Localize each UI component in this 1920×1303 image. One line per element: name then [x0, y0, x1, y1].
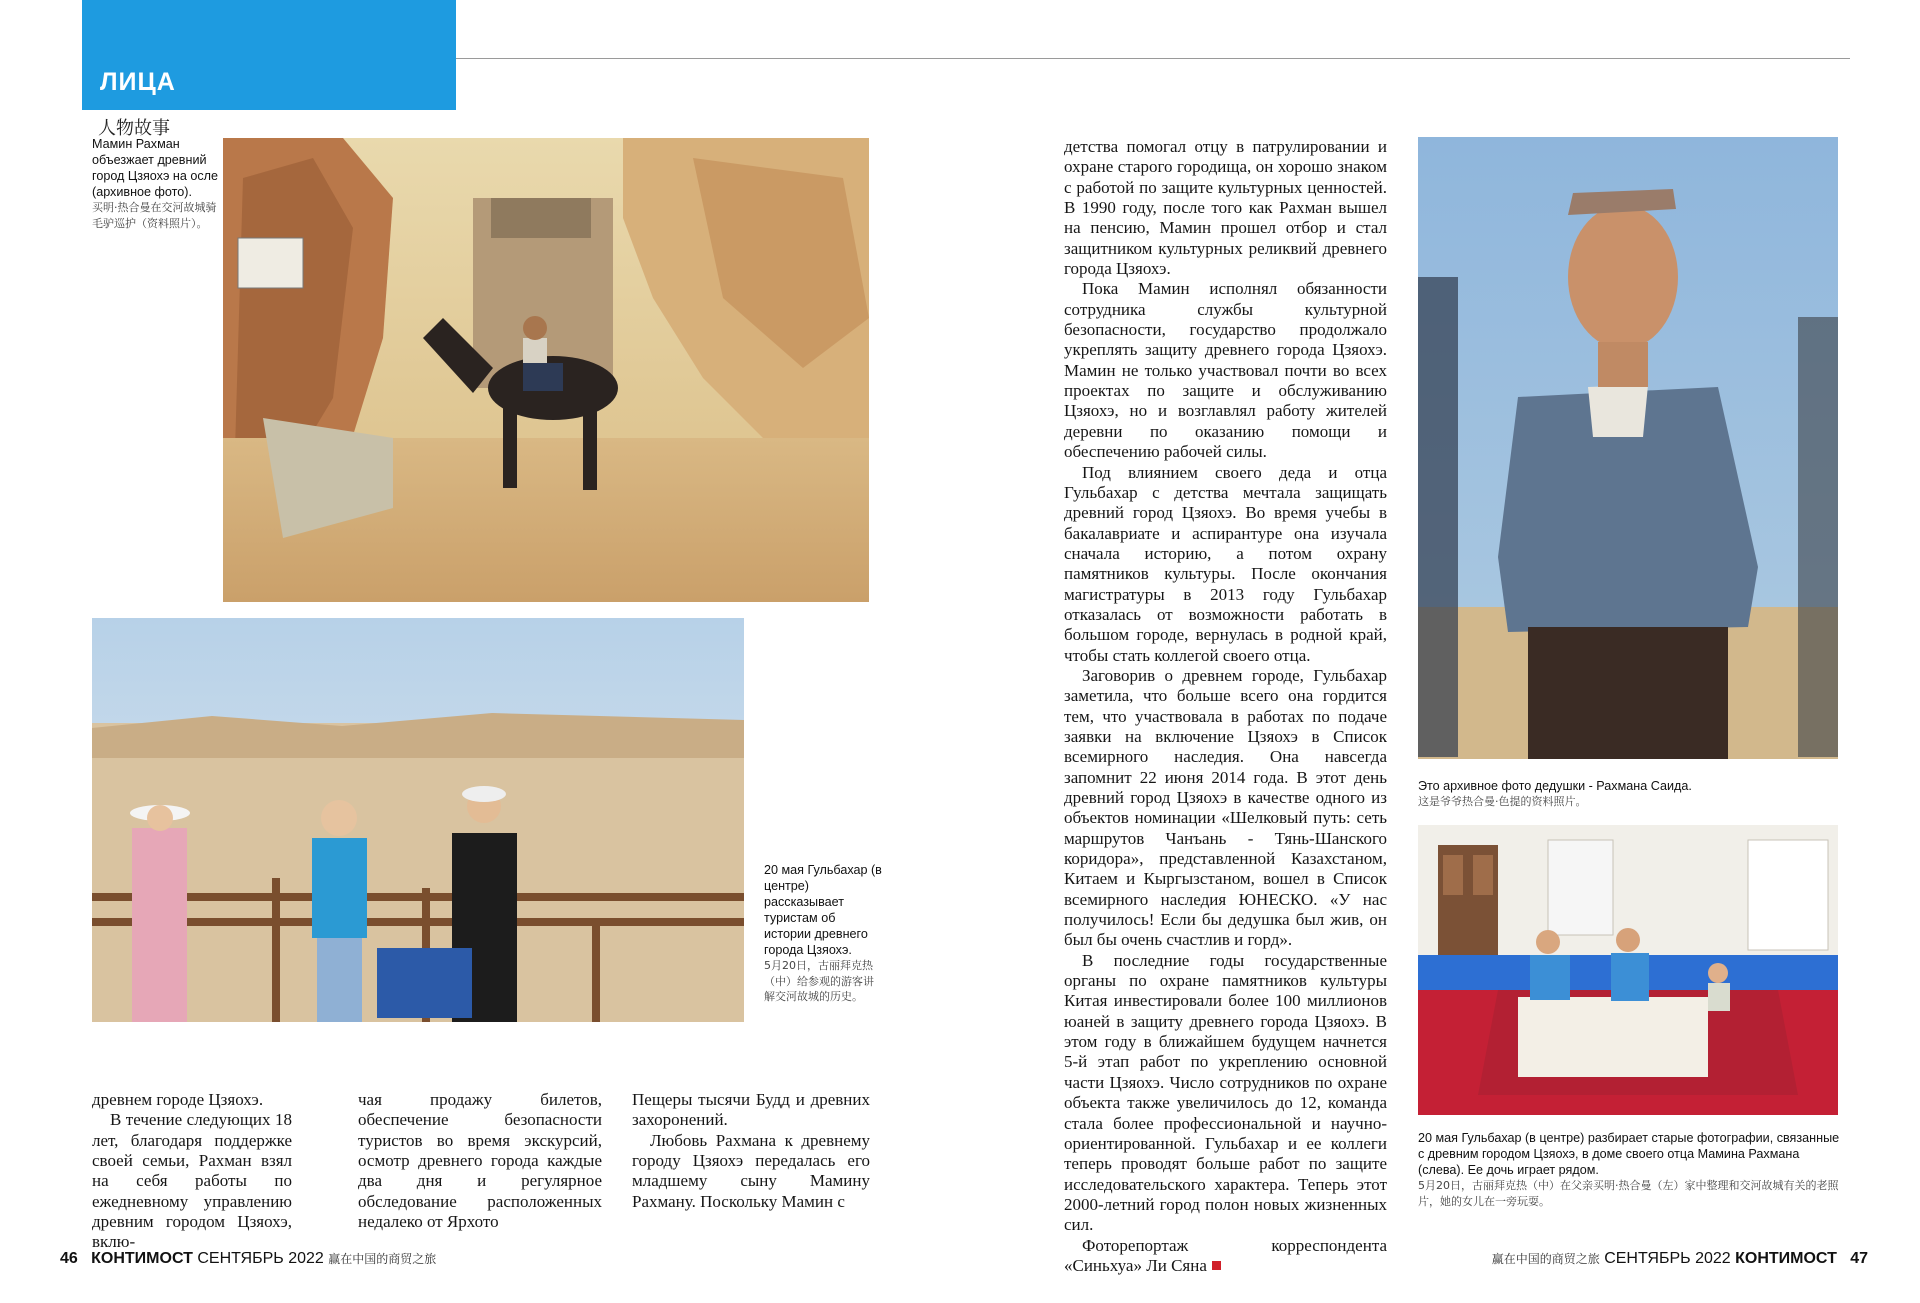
body-column-3 — [632, 1090, 870, 1212]
caption-cn: 买明·热合曼在交河故城骑毛驴巡护（资料照片）。 — [92, 201, 217, 230]
photo-man-on-donkey — [223, 138, 869, 602]
caption-ru: 20 мая Гульбахар (в центре) рассказывает туристам об истории древнего города Цзяохэ. — [764, 863, 882, 957]
tourists-photo-caption — [764, 862, 882, 1005]
photo-grandfather — [1418, 137, 1838, 759]
paragraph: Любовь Рахмана к древнему городу Цзяохэ передалась его младшему сыну Мамину Рахману. Поскольку Мамин с — [632, 1130, 870, 1211]
body-column-2 — [358, 1090, 602, 1232]
tagline-cn-left: 赢在中国的商贸之旅 — [328, 1252, 437, 1266]
photo-family-sorting — [1418, 825, 1838, 1115]
caption-ru: Мамин Рахман объезжает древний город Цзяохэ на осле (архивное фото). — [92, 137, 219, 199]
page-number-right: 47 — [1850, 1250, 1868, 1267]
photo-tourists-guide — [92, 618, 744, 1022]
caption-cn: 5月20日，古丽拜克热（中）给参观的游客讲解交河故城的历史。 — [764, 959, 874, 1003]
grandfather-photo-caption — [1418, 778, 1848, 810]
paragraph: Под влиянием своего деда и отца Гульбахар с детства мечтала защищать древний город Цзяохэ. Во время учебы в бакалавриате и аспирантуре она изучала сначала историю, а потом охрану памятников культуры. После окончания магистратуры в 2013 году Гульбахар отказалась от возможности работать в большом городе, вернулась в родной край, чтобы стать коллегой своего отца. — [1064, 462, 1387, 665]
paragraph: детства помогал отцу в патрулировании и охране старого городища, он хорошо знаком с работой по защите культурных ценностей. В 1990 году, после того как Рахман вышел на пенсию, Мамин прошел отбор и стал защитником культурных реликвий древнего города Цзяохэ. — [1064, 137, 1387, 279]
footer-left — [60, 1250, 436, 1268]
caption-ru: 20 мая Гульбахар (в центре) разбирает старые фотографии, связанные с древним городом Цзяохэ, в доме своего отца Мамина Рахмана (слева). Ее дочь играет рядом. — [1418, 1131, 1840, 1177]
caption-ru: Это архивное фото дедушки - Рахмана Саида. — [1418, 779, 1692, 793]
byline-paragraph — [1064, 1236, 1387, 1277]
section-title: ЛИЦА — [100, 68, 176, 96]
paragraph: Пещеры тысячи Будд и древних захоронений. — [632, 1090, 870, 1130]
tagline-cn-right: 赢在中国的商贸之旅 — [1491, 1252, 1600, 1266]
footer-right — [1492, 1250, 1868, 1268]
paragraph: В течение следующих 18 лет, благодаря поддержке своей семьи, Рахман взял на себя работы по ежедневному управлению древним городом Цзяохэ, вклю- — [92, 1110, 292, 1252]
caption-cn: 5月20日，古丽拜克热（中）在父亲买明·热合曼（左）家中整理和交河故城有关的老照片，她的女儿在一旁玩耍。 — [1418, 1179, 1839, 1208]
donkey-photo-caption — [92, 136, 222, 231]
body-column-right — [1064, 137, 1387, 1276]
photo-man-on-donkey-image — [223, 138, 869, 602]
header-rule — [456, 58, 1850, 59]
paragraph: Пока Мамин исполнял обязанности сотрудника службы культурной безопасности, государство продолжало укреплять защиту древнего города Цзяохэ. Мамин не только участвовал почти во всех проектах по защите и обслуживанию Цзяохэ, но и возглавлял работу жителей деревни по оказанию помощи и обеспечению рабочей силы. — [1064, 279, 1387, 462]
body-column-1 — [92, 1090, 292, 1253]
paragraph: Заговорив о древнем городе, Гульбахар заметила, что больше всего она гордится тем, что участвовала в работах по подаче заявки на включение Цзяохэ в Список всемирного наследия. Она навсегда запомнит 22 июня 2014 года. В этот день древний город Цзяохэ в качестве одного из объектов номинации «Шелковый путь: сеть маршрутов Чанъань - Тянь-Шанского коридора», представленной Казахстаном, Китаем и Кыргызстаном, вошел в Список всемирного наследия ЮНЕСКО. «У нас получилось! Если бы дедушка был жив, он был бы очень счастлив и горд». — [1064, 665, 1387, 950]
caption-cn: 这是爷爷热合曼·色提的资料照片。 — [1418, 795, 1587, 808]
family-photo-caption — [1418, 1130, 1848, 1209]
issue-date-right: СЕНТЯБРЬ 2022 — [1604, 1250, 1731, 1267]
issue-date-left: СЕНТЯБРЬ 2022 — [197, 1250, 324, 1267]
photo-family-sorting-image — [1418, 825, 1838, 1115]
magazine-name-right: КОНТИМОСТ — [1735, 1250, 1837, 1267]
end-mark — [1212, 1261, 1221, 1270]
paragraph: чая продажу билетов, обеспечение безопасности туристов во время экскурсий, осмотр древнего города каждые два дня и регулярное обследование расположенных недалеко от Ярхото — [358, 1090, 602, 1232]
page-number-left: 46 — [60, 1250, 78, 1267]
photo-tourists-guide-image — [92, 618, 744, 1022]
section-subtitle-cn: 人物故事 — [98, 118, 170, 139]
paragraph: В последние годы государственные органы по охране памятников культуры Китая инвестировали более 100 миллионов юаней в защиту древнего города Цзяохэ. В этом году в ближайшем будущем начнется 5-й этап работ по укреплению основной части Цзяохэ. Число сотрудников по охране объекта также увеличилось до 12, команда стала более профессиональной и научно-ориентированной. Гульбахар и ее коллеги теперь проводят больше работ по защите исследовательского характера. Теперь этот 2000-летний город полон новых жизненных сил. — [1064, 950, 1387, 1235]
magazine-name-left: КОНТИМОСТ — [91, 1250, 193, 1267]
byline: Фоторепортаж корреспондента «Синьхуа» Ли Сяна — [1064, 1235, 1387, 1275]
paragraph: древнем городе Цзяохэ. — [92, 1090, 264, 1109]
photo-grandfather-image — [1418, 137, 1838, 759]
